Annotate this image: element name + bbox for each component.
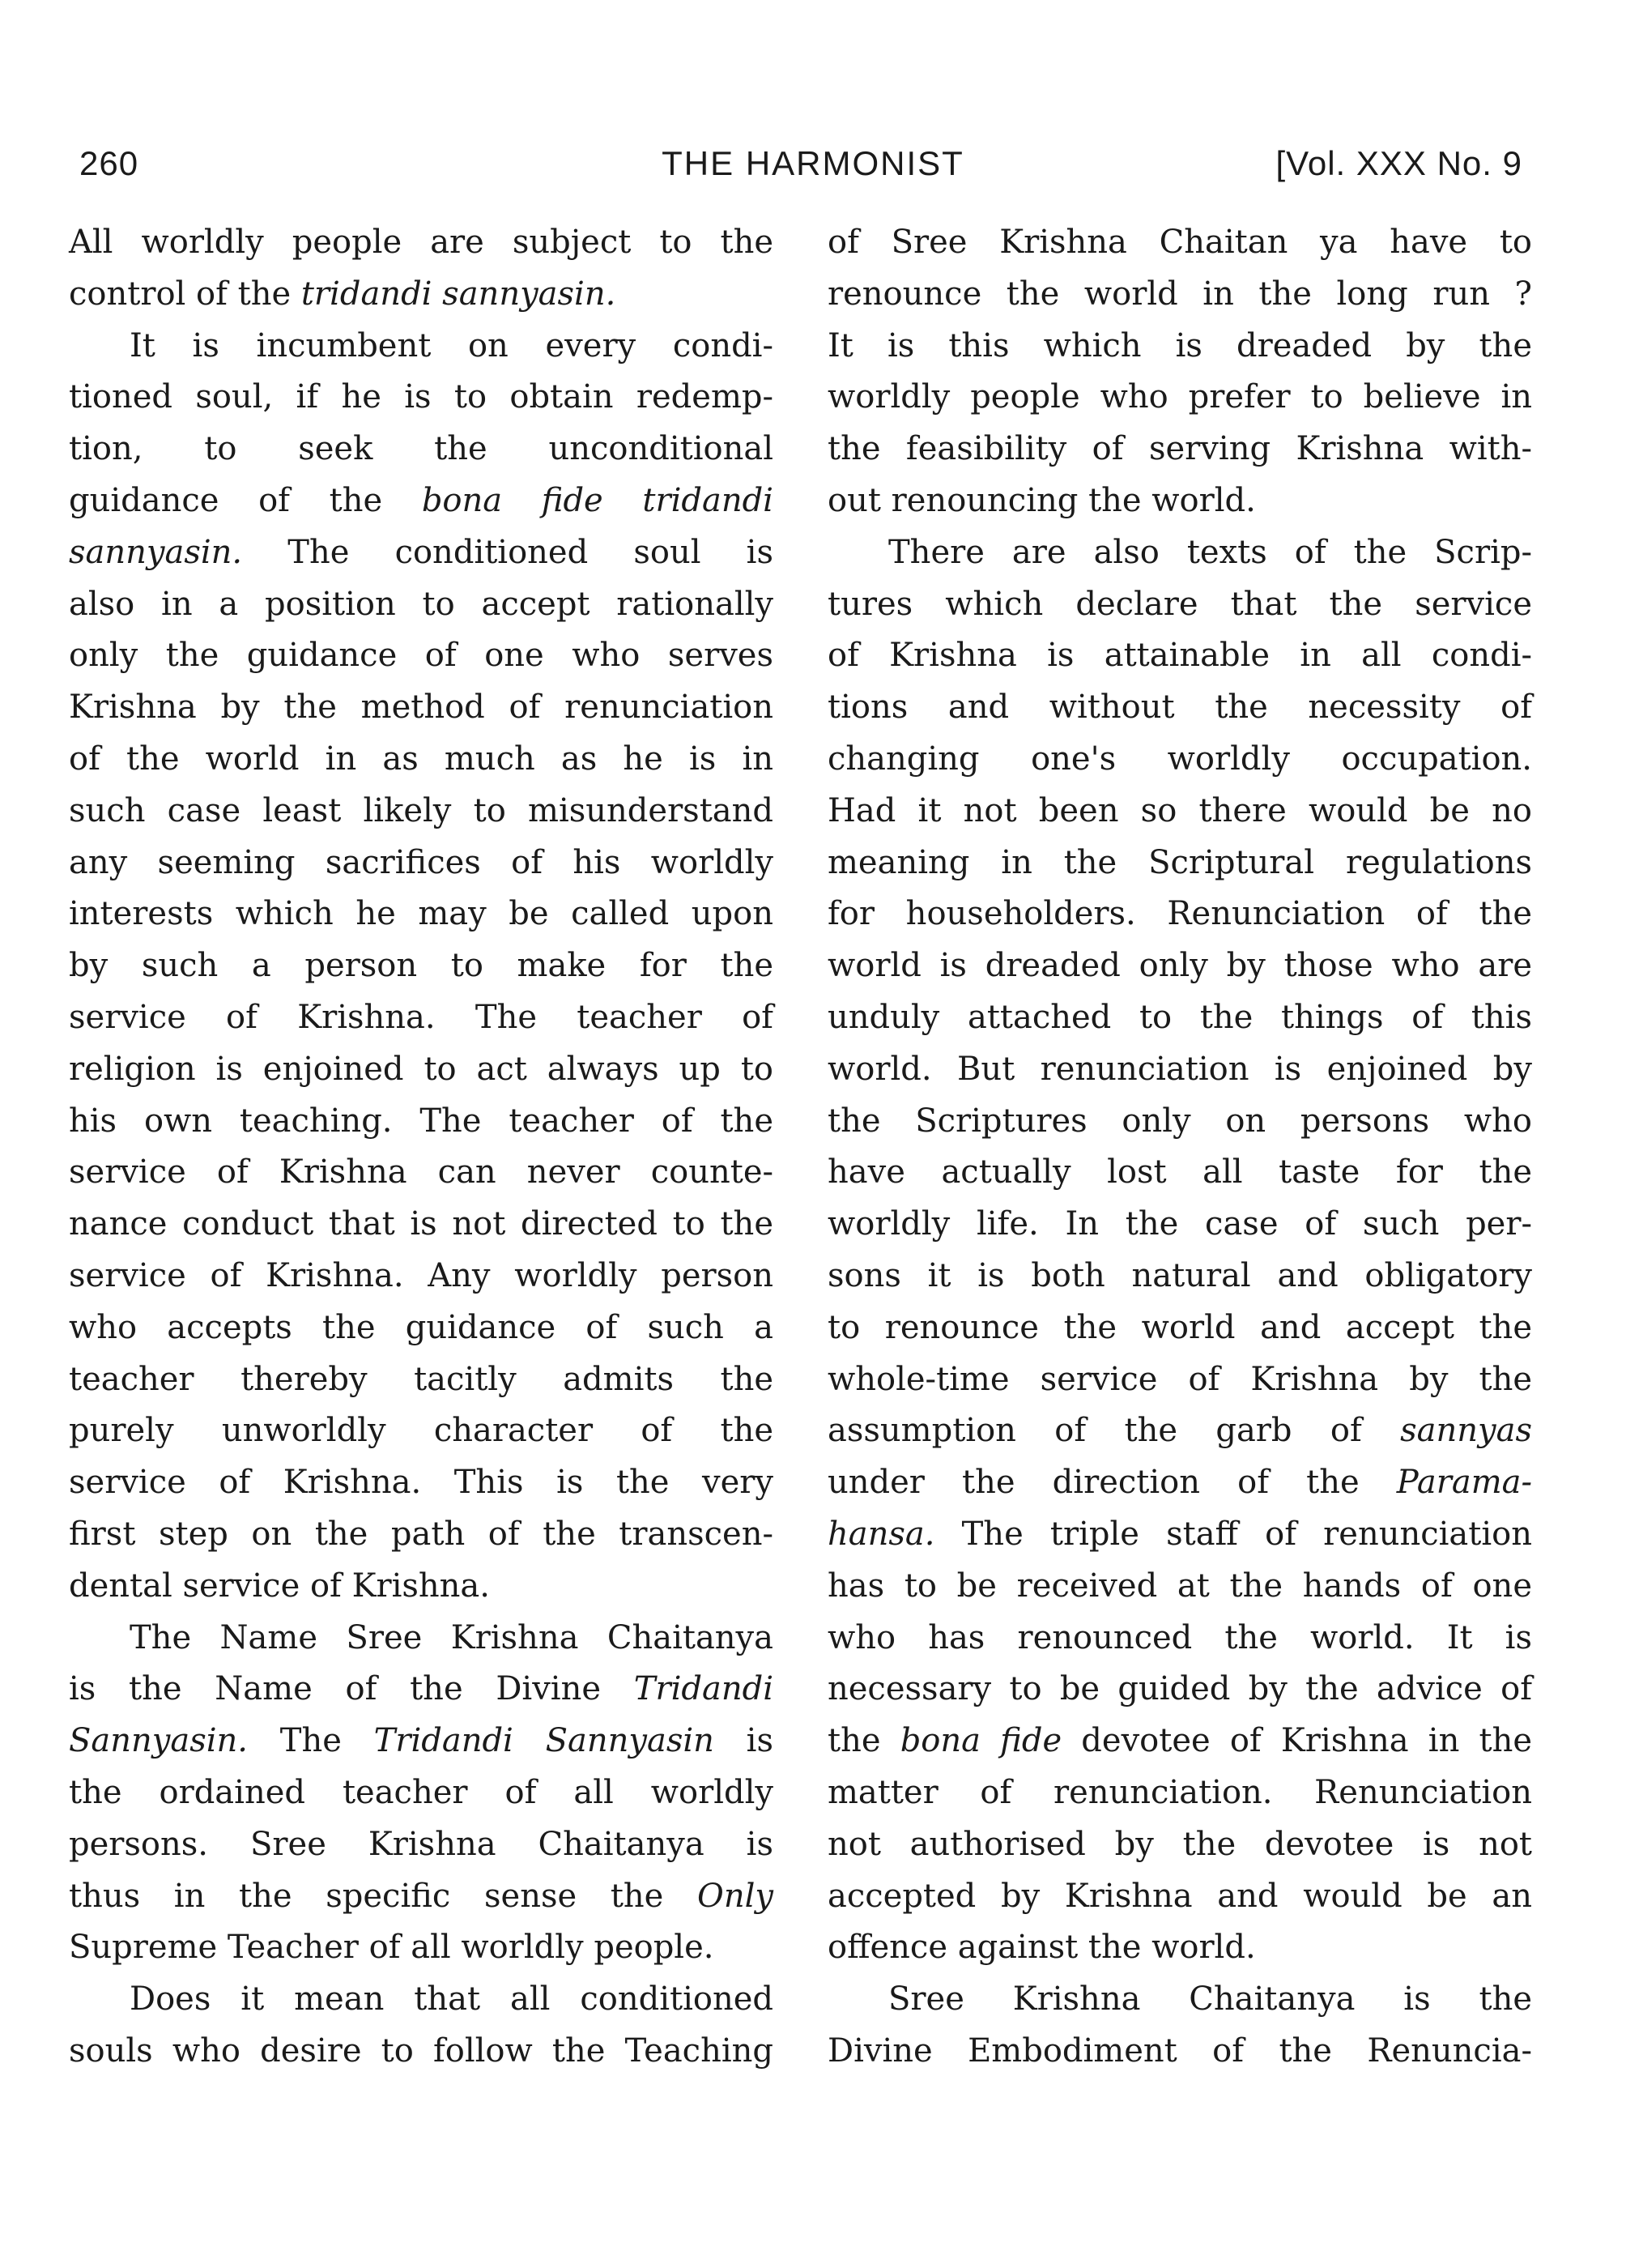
text-line: who has renounced the world. It is <box>828 1618 1532 1656</box>
text-line: service of Krishna. This is the very <box>69 1464 773 1502</box>
text-line: to renounce the world and accept the <box>828 1308 1532 1346</box>
text-line: world is dreaded only by those who are <box>828 947 1532 985</box>
text-line: the Scriptures only on persons who <box>828 1102 1532 1140</box>
text-line: sannyasin. The conditioned soul is <box>69 533 773 571</box>
text-line: under the direction of the Parama- <box>828 1464 1532 1502</box>
page-header <box>0 144 1626 193</box>
text-line: control of the tridandi sannyasin. <box>69 275 616 313</box>
text-line: of Krishna is attainable in all condi- <box>828 637 1532 675</box>
journal-title: THE HARMONIST <box>662 144 964 182</box>
text-line: the bona fide devotee of Krishna in the <box>828 1722 1533 1760</box>
text-line: tion, to seek the unconditional <box>69 430 773 468</box>
text-line: service of Krishna. The teacher of <box>69 998 773 1036</box>
text-line: purely unworldly character of the <box>69 1412 773 1450</box>
page-number: 260 <box>79 144 139 182</box>
text-line: who accepts the guidance of such a <box>69 1308 773 1346</box>
text-line: accepted by Krishna and would be an <box>828 1877 1532 1915</box>
text-line: any seeming sacrifices of his worldly <box>69 843 773 881</box>
text-line: of the world in as much as he is in <box>69 740 773 778</box>
text-line: guidance of the bona fide tridandi <box>69 481 773 519</box>
text-line: service of Krishna. Any worldly person <box>69 1256 773 1294</box>
text-line: changing one's worldly occupation. <box>828 740 1532 778</box>
text-line: is the Name of the Divine Tridandi <box>69 1670 773 1708</box>
text-line: first step on the path of the transcen- <box>69 1515 773 1553</box>
text-line: unduly attached to the things of this <box>828 998 1532 1036</box>
text-line: the ordained teacher of all worldly <box>69 1773 773 1811</box>
text-line: It is this which is dreaded by the <box>828 326 1532 364</box>
text-line: worldly people who prefer to believe in <box>828 378 1532 416</box>
text-line: of Sree Krishna Chaitan ya have to <box>828 224 1532 261</box>
text-line: whole-time service of Krishna by the <box>828 1360 1532 1398</box>
text-line: persons. Sree Krishna Chaitanya is <box>69 1825 773 1863</box>
text-line: also in a position to accept rationally <box>69 585 773 623</box>
text-line: tioned soul, if he is to obtain redemp- <box>69 378 773 416</box>
text-line: Does it mean that all conditioned <box>130 1980 773 2019</box>
text-line: renounce the world in the long run ? <box>828 275 1532 313</box>
text-line: not authorised by the devotee is not <box>828 1825 1532 1863</box>
text-line: out renouncing the world. <box>828 481 1256 519</box>
text-line: his own teaching. The teacher of the <box>69 1102 773 1140</box>
text-line: has to be received at the hands of one <box>828 1567 1532 1605</box>
text-line: Krishna by the method of renunciation <box>69 688 773 727</box>
text-line: the feasibility of serving Krishna with- <box>828 430 1532 468</box>
text-line: hansa. The triple staff of renunciation <box>828 1515 1532 1553</box>
text-line: such case least likely to misunderstand <box>69 791 773 829</box>
text-line: by such a person to make for the <box>69 947 773 985</box>
text-line: meaning in the Scriptural regulations <box>828 843 1532 881</box>
volume-issue: [Vol. XXX No. 9 <box>1275 144 1522 182</box>
text-line: religion is enjoined to act always up to <box>69 1050 773 1088</box>
text-line: Had it not been so there would be no <box>828 791 1532 829</box>
text-line: worldly life. In the case of such per- <box>828 1205 1532 1243</box>
text-line: souls who desire to follow the Teaching <box>69 2031 773 2070</box>
text-line: have actually lost all taste for the <box>828 1153 1532 1192</box>
text-line: offence against the world. <box>828 1929 1256 1967</box>
text-line: interests which he may be called upon <box>69 895 773 933</box>
text-line: Supreme Teacher of all worldly people. <box>69 1929 714 1967</box>
text-line: dental service of Krishna. <box>69 1567 490 1605</box>
left-text-column <box>69 217 773 2078</box>
text-line: tions and without the necessity of <box>828 688 1532 727</box>
text-line: Sannyasin. The Tridandi Sannyasin is <box>69 1722 773 1760</box>
text-line: matter of renunciation. Renunciation <box>828 1773 1532 1811</box>
text-line: service of Krishna can never counte- <box>69 1153 773 1192</box>
text-line: The Name Sree Krishna Chaitanya <box>130 1618 773 1656</box>
text-line: world. But renunciation is enjoined by <box>828 1050 1532 1088</box>
text-line: All worldly people are subject to the <box>69 224 773 261</box>
text-line: tures which declare that the service <box>828 585 1532 623</box>
text-line: only the guidance of one who serves <box>69 637 773 675</box>
text-line: sons it is both natural and obligatory <box>828 1256 1532 1294</box>
right-text-column <box>828 217 1532 2078</box>
text-line: Sree Krishna Chaitanya is the <box>888 1980 1532 2019</box>
text-line: thus in the specific sense the Only <box>69 1877 773 1915</box>
text-line: nance conduct that is not directed to the <box>69 1205 773 1243</box>
text-line: for householders. Renunciation of the <box>828 895 1532 933</box>
text-line: Divine Embodiment of the Renuncia- <box>828 2031 1532 2070</box>
text-line: It is incumbent on every condi- <box>130 326 773 364</box>
text-line: There are also texts of the Scrip- <box>888 533 1532 571</box>
text-line: teacher thereby tacitly admits the <box>69 1360 773 1398</box>
text-line: assumption of the garb of sannyas <box>828 1412 1532 1450</box>
text-line: necessary to be guided by the advice of <box>828 1670 1532 1708</box>
